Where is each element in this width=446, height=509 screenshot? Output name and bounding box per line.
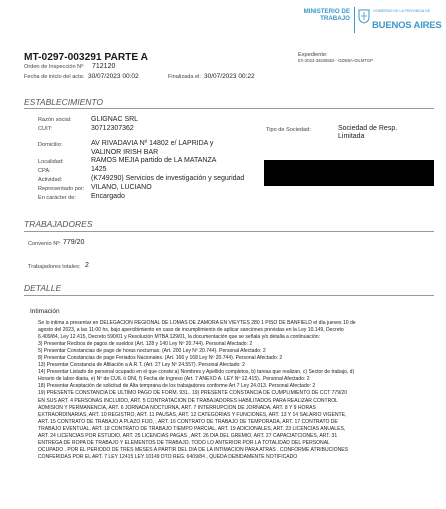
finalizada-label: Finalizada el: — [168, 74, 201, 80]
intimacion-line: OCUPADO . POR EL PERIODO DE TRES MESES A PARTIR DEL DIA DE LA INTIMACION PARA ATRÁS . CONFORME ATRIBUCIONES — [38, 446, 348, 453]
finalizada-value: 30/07/2023 00:22 — [204, 73, 255, 80]
localidad-value: RAMOS MEJIA partido de LA MATANZA — [91, 157, 217, 164]
intimacion-line: EXTRAORDINARIAS, ART. 10 REGISTRO, ART. 11 PAUSAS, ART. 12 CATEGORIAS Y FUNCIONES, ART. 13 Y 14 SALARIO VIGENTE, — [38, 411, 347, 418]
orden-value: 712120 — [92, 63, 116, 70]
provincia-shield-icon — [358, 9, 370, 24]
section-title-trabajadores: TRABAJADORES — [24, 219, 93, 229]
ministerio-logo-text — [298, 8, 350, 32]
intimacion-line: 13) Presentar Constancia de Afiliación a A.R.T. (Art. 27 Ley Nº 24.557). Personal Afectado: 2 — [38, 362, 245, 369]
intimacion-line: 8) Presentar Constancias de pago Feriados Nacionales. (Art. 166 y 168 Ley Nº 20.744). Personal Afectado: 2 — [38, 355, 283, 362]
intimacion-line: 3) Presentar Recibos de pagos de sueldos (Art. 128 y 140 Ley Nº 20.744). Personal Afectado: 2 — [38, 341, 253, 348]
ministerio-logo-line: MINISTERIO DE — [303, 8, 350, 15]
section-title-establecimiento: ESTABLECIMIENTO — [24, 97, 104, 107]
intimacion-line: TRABAJO EVENTUAL, ART. 18 CONTRATO DE TRABAJO TIEMPO PARCIAL, ART. 19 ADICIONALES, ART. 23 LICENCIAS ANUALES, — [38, 425, 346, 432]
convenio-value: 779/20 — [63, 239, 85, 246]
section-title-detalle: DETALLE — [24, 283, 62, 293]
intimacion-line: 5) Presentar Constancias de pago de horas nocturnas. (Art. 200 Ley Nº 20.744). Personal Afectado: 2 — [38, 348, 266, 355]
intimacion-line: agosto del 2023, a las 11:00 hs, bajo apercibimiento en caso de incumplimiento de aplicar sanciones previstas en la Ley 10.149, Decreto — [38, 327, 344, 334]
fecha-inicio-label: Fecha de inicio del acta: — [24, 74, 85, 80]
intimacion-body — [38, 320, 430, 461]
orden-label: Orden de Inspección Nº — [24, 64, 84, 70]
domicilio-value — [91, 140, 213, 157]
cuit-label: CUIT: — [38, 126, 52, 132]
tipo-sociedad-line: Sociedad de Resp. — [338, 125, 398, 132]
intimacion-line: 18) Presentar Aceptación de solicitud de Alta temprana de los trabajadores conforme Art 7 Ley 24.013. Personal Afectado: 2 — [38, 383, 316, 390]
tipo-sociedad-value — [338, 125, 397, 141]
representado-label: Representado por: — [38, 186, 85, 192]
razon-social-label: Razón social: — [38, 117, 72, 123]
intimacion-line: CONFERIDAS POR EL ART. 7 LEY 12415 LEY 10149 DTO REG. 6409/84 , QUEDA DEBIDAMENTE NOTIFICADO — [38, 453, 298, 460]
intimacion-line: Horario de labor diaria, e) Nº de CUIL ó DNI, f) Fecha de Ingreso (Art. 7 ANEXO A. LEY Nº 12.415).. Personal Afectado: 2 — [38, 376, 310, 383]
actividad-value: (K749290) Servicios de investigación y seguridad — [91, 175, 245, 182]
cpa-label: CPA: — [38, 168, 51, 174]
trabajadores-totales-value: 2 — [85, 262, 89, 269]
caracter-value: Encargado — [91, 193, 125, 200]
acta-number: MT-0297-003291 PARTE A — [24, 52, 148, 63]
buenos-aires-logo-text: BUENOS AIRES — [372, 20, 442, 31]
expediente-label: Expediente: — [298, 52, 328, 58]
representado-value: VILANO, LUCIANO — [91, 184, 152, 191]
redaction-block — [264, 160, 434, 186]
intimacion-line: Se lo intima a presentar en DELEGACION REGIONAL DE LOMAS DE ZAMORA EN VIEYTES 280 1 PISO DE BANFIELD el día jueves 10 de — [38, 320, 356, 326]
fecha-inicio-value: 30/07/2023 00:02 — [88, 73, 139, 80]
cpa-value: 1425 — [91, 166, 107, 173]
expediente-value: EX-2023-34636552- -GDEBA-DILMTGP — [298, 58, 373, 63]
localidad-label: Localidad: — [38, 159, 64, 165]
tipo-sociedad-label: Tipo de Sociedad: — [266, 127, 311, 133]
intimacion-heading: Intimación — [30, 308, 60, 315]
intimacion-line: ART. 15 CONTRATO DE TRABAJO A PLAZO FIJO, , ART. 16 CONTRATO DE TRABAJO DE TEMPORADA, ART. 17 CONTRATO DE — [38, 418, 338, 425]
intimacion-line: ADMISION Y PERMANENCIA, ART. 6 JORNADA NOCTURNA, ART. 7 INTERRUPCION DE JORNADA, ART. 8 Y 9 HORAS — [38, 404, 316, 411]
convenio-label: Convenio Nº: — [28, 241, 61, 247]
ministerio-logo-line: TRABAJO — [320, 15, 350, 22]
intimacion-line: 19) PRESENTE CONSTANCIA DE ULTIMO PAGO DE FORM. 931.. 19) PRESENTE CONSTANCIA DE CUMPLIMIENTO DE CCT 779/20 — [38, 390, 348, 397]
gobierno-logo-text: GOBIERNO DE LA PROVINCIA DE — [373, 9, 431, 13]
intimacion-line: 6.409/84, Ley 12.415, Decreto 590/01 y Resolución MTBA 129/01, la documentación que se señala y/o detalla a continuación: — [38, 334, 320, 341]
domicilio-label: Domicilio: — [38, 142, 63, 148]
trabajadores-totales-label: Trabajadores totales: — [28, 264, 81, 270]
tipo-sociedad-line: Limitada — [338, 133, 365, 140]
intimacion-line: ART. 24 LICENCIAS POR ESTUDIO, ART. 25 LICENCIAS PAGAS , ART. 26 DIA DEL GREMIO, ART. 27 CAPACIATCIONES, ART. 31 — [38, 432, 338, 439]
intimacion-line: EN SUS ART. 4 PERSONAS INCLUIDO, ART. 5 CONTRATACION DE TRABAJADORES HABILITADOS PARA REALIZAR CONTROL — [38, 397, 338, 404]
actividad-label: Actividad: — [38, 177, 63, 183]
section-divider — [24, 108, 434, 109]
intimacion-line: ENTREGA DE ROPA DE TRABAJO Y ELEMENTOS DE TRABAJO. TODO LO ANTERIOR POR LA TOTALIDAD DEL PERSONAL — [38, 439, 330, 446]
razon-social-value: GLIGNAC SRL — [91, 116, 139, 123]
domicilio-line: VALINOR IRISH BAR — [91, 148, 159, 156]
cuit-value: 30712307362 — [91, 125, 134, 132]
logo-divider — [354, 7, 355, 33]
intimacion-line: 14) Presentar Listado de personal ocupado en el que conste:a) Nombres y Apellido completos, b) tareas que realizan, c) Sector de trabajo, d) — [38, 369, 355, 376]
section-divider — [24, 295, 434, 296]
domicilio-line: AV RIVADAVIA Nº 14802 e/ LAPRIDA y — [91, 140, 214, 147]
caracter-label: En carácter de: — [38, 195, 76, 201]
section-divider — [24, 231, 434, 232]
